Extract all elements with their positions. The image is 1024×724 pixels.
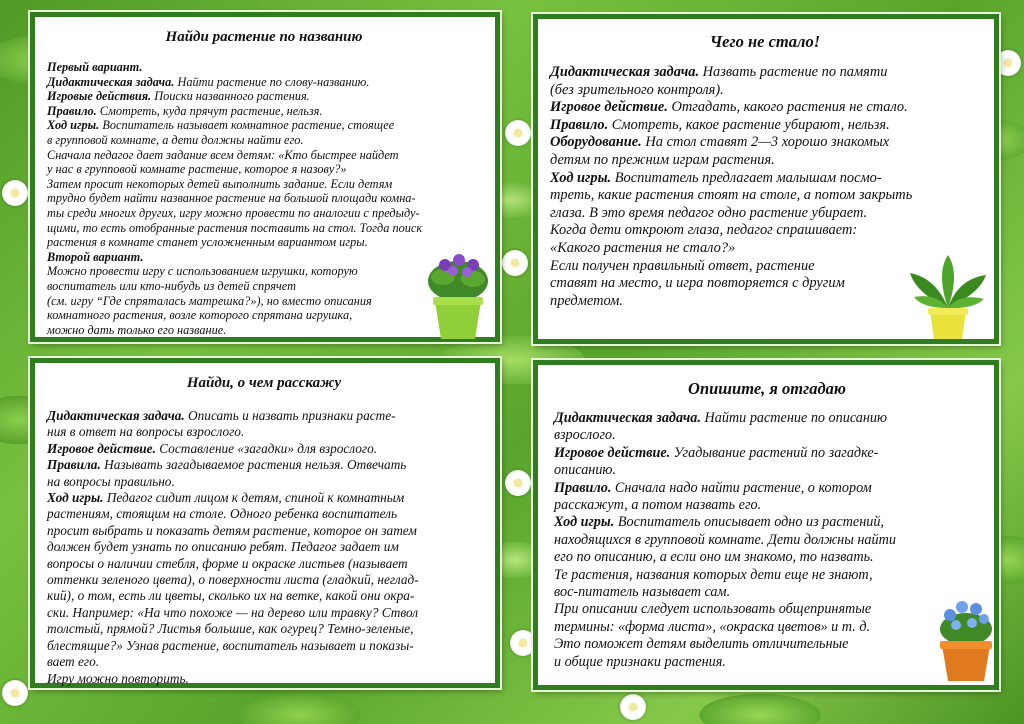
line-label: Правила. [47,457,101,473]
line-text: (см. игру “Где спряталась матрешка?»), но вместо описания [47,293,372,308]
text-line [47,279,481,294]
text-line [47,424,481,440]
blue-flower-plant-icon [934,597,998,683]
text-line [47,490,481,506]
line-text: и общие признаки растения. [554,653,726,670]
line-label: Ход игры. [47,118,100,133]
text-line [47,408,481,424]
text-line [47,671,481,687]
line-text: ставят на место, и игра повторяется с другим [550,275,845,292]
line-label: Игровое действие. [47,440,156,456]
line-text: глаза. В это время педагог одно растение убирает. [550,204,868,221]
line-text: Поиски названного растения. [151,89,310,104]
text-line [47,250,481,265]
line-label: Ход игры. [550,169,612,186]
line-text: Описать и назвать признаки расте- [184,408,396,423]
text-line [554,654,980,671]
text-line [47,148,481,163]
line-text: Найти растение по описанию [700,410,887,426]
line-label: Ход игры. [554,514,615,531]
line-text: описанию. [554,462,616,479]
violet-plant-icon [423,251,493,343]
line-text: в групповой комнате, а дети должны найти его. [47,132,304,147]
line-text: находящихся в групповой комнате. Дети должны найти [554,531,896,548]
text-line [554,514,980,531]
line-label: Правило. [47,103,97,118]
line-label: Дидактическая задача. [554,410,701,426]
line-text: вос-питатель называет сам. [554,584,731,601]
line-label: Оборудование. [550,134,642,151]
text-line [550,134,980,152]
line-label: Правило. [550,116,609,133]
text-line [47,206,481,221]
text-line [554,427,980,444]
text-line [554,619,980,636]
line-label: Дидактическая задача. [550,64,700,80]
text-line [550,82,980,100]
line-text: На стол ставят 2—3 хорошо знакомых [641,134,890,151]
jasmine-flower-icon [2,680,28,706]
text-line [47,457,481,473]
line-text: Составление «загадки» для взрослого. [155,440,378,456]
text-line [47,294,481,309]
green-plant-icon [906,253,990,343]
text-line [554,636,980,653]
line-text: Угадывание растений по загадке- [670,444,879,461]
text-line [47,572,481,588]
text-line [47,104,481,119]
text-line [47,60,481,75]
line-label: Игровое действие. [550,99,668,116]
line-text: Найти растение по слову-названию. [174,74,370,89]
line-text: растениям, стоящим на столе. Одного ребенка воспитатель [47,506,398,522]
text-line [550,170,980,188]
line-text: кий), о том, есть ли цветы, сколько их на ветке, какой они окра- [47,588,415,604]
line-text: ты среди многих других, игру можно провести по аналогии с предыду- [47,205,420,220]
line-text: Называть загадываемое растения нельзя. Отвечать [100,457,407,473]
line-text: комнатного растения, возле которого спрятана игрушка, [47,308,353,323]
line-text: Те растения, названия которых дети еще не знают, [554,566,873,583]
line-label: Первый вариант. [47,60,143,74]
line-label: Дидактическая задача. [47,74,175,89]
text-line [47,506,481,522]
line-text: вопросы о наличии стебля, форме и окраске листьев (называет [47,555,408,571]
text-line [554,584,980,601]
text-line [47,523,481,539]
line-text: растения в комнате станет усложненным вариантом игры. [47,235,368,250]
card-body [554,410,980,671]
text-line [550,64,980,82]
text-line [47,605,481,621]
text-line [554,445,980,462]
line-text: оттенки зеленого цвета), о поверхности листа (гладкий, неглад- [47,572,419,588]
line-text: Педагог сидит лицом к детям, спиной к комнатным [103,490,405,506]
line-label: Игровое действие. [554,444,671,461]
text-line [47,89,481,104]
text-line [550,99,980,117]
card-body [47,408,481,687]
line-text: ски. Например: «На что похоже — на дерево или травку? Ствол [47,604,419,620]
line-text: блестящие?» Узнав растение, воспитатель называет и показы- [47,637,414,653]
line-text: на вопросы правильно. [47,473,175,489]
text-line [47,75,481,90]
text-line [47,654,481,670]
game-card-describe-i-guess [533,360,999,690]
text-line [47,118,481,133]
line-text: детям по прежним играм растения. [550,151,775,168]
card-body [47,60,481,337]
jasmine-flower-icon [505,470,531,496]
text-line [47,133,481,148]
text-line [47,177,481,192]
line-text: просит выбрать и показать детям растение, которое он затем [47,522,417,538]
text-line [47,441,481,457]
text-line [554,410,980,427]
text-line [47,588,481,604]
game-card-find-what-i-describe [30,358,500,688]
line-text: Сначала педагог дает задание всем детям: «Кто быстрее найдет [47,147,399,162]
line-text: вает его. [47,654,100,670]
text-line [554,601,980,618]
line-text: Можно провести игру с использованием игрушки, которую [47,264,358,279]
text-line [47,556,481,572]
line-text: Отгадать, какого растения не стало. [667,99,908,116]
line-text: Затем просит некоторых детей выполнить задание. Если детям [47,176,393,191]
card-title: Опишите, я отгадаю [688,379,846,398]
line-text: термины: «форма листа», «окраска цветов» и т. д. [554,618,871,635]
text-line [554,567,980,584]
line-text: щими, то есть отобранные растения поставить на стол. Тогда поиск [47,220,423,235]
game-card-what-is-missing [533,14,999,344]
line-label: Дидактическая задача. [47,408,185,423]
line-text: Когда дети откроют глаза, педагог спрашивает: [550,222,858,239]
text-line [47,221,481,236]
text-line [47,474,481,490]
line-text: Это поможет детям выделить отличительные [554,636,849,653]
line-text: воспитатель или кто-нибудь из детей спрячет [47,278,296,293]
line-text: Игру можно повторить. [47,670,189,686]
text-line [47,621,481,637]
line-label: Ход игры. [47,490,104,506]
line-text: Воспитатель предлагает малышам посмо- [611,169,882,186]
line-text: трудно будет найти названное растение на большой площади комна- [47,191,416,206]
text-line [47,162,481,177]
line-text: расскажут, а потом назвать его. [554,497,762,514]
jasmine-flower-icon [2,180,28,206]
line-text: «Какого растения не стало?» [550,239,736,256]
line-text: (без зрительного контроля). [550,81,724,98]
text-line [554,480,980,497]
card-title: Найди, о чем расскажу [186,375,342,391]
line-text: должен будет узнать по описанию ребят. Педагог задает им [47,539,399,555]
line-text: Воспитатель называет комнатное растение, стоящее [99,118,395,133]
text-line [554,549,980,566]
line-text: Назвать растение по памяти [699,64,888,80]
line-text: ния в ответ на вопросы взрослого. [47,424,245,440]
text-line [550,187,980,205]
card-title: Чего не стало! [709,32,821,51]
text-line [47,264,481,279]
line-label: Игровые действия. [47,89,152,104]
text-line [550,152,980,170]
text-line [554,532,980,549]
line-text: треть, какие растения стоят на столе, а потом закрыть [550,187,913,204]
text-line [47,323,481,338]
line-text: Смотреть, какое растение убирают, нельзя. [608,116,890,133]
text-line [550,205,980,223]
text-line [47,539,481,555]
line-text: толстый, прямой? Листья большие, как огурец? Темно-зеленые, [47,621,414,637]
card-title: Найди растение по названию [165,29,363,45]
line-label: Второй вариант. [47,249,144,264]
game-card-find-by-name [30,12,500,342]
line-text: Воспитатель описывает одно из растений, [614,514,884,531]
jasmine-flower-icon [502,250,528,276]
line-text: у нас в групповой комнате растение, которое я назову?» [47,162,347,177]
text-line [47,638,481,654]
line-text: Если получен правильный ответ, растение [550,257,815,274]
jasmine-flower-icon [620,694,646,720]
line-text: предметом. [550,292,623,309]
line-text: его по описанию, а если оно им знакомо, то назвать. [554,549,874,566]
text-line [550,117,980,135]
jasmine-flower-icon [505,120,531,146]
text-line [554,462,980,479]
text-line [554,497,980,514]
line-text: Смотреть, куда прячут растение, нельзя. [96,103,323,118]
line-text: взрослого. [554,427,616,444]
text-line [47,308,481,323]
text-line [550,222,980,240]
line-text: можно дать только его название. [47,322,227,337]
line-label: Правило. [554,479,612,496]
text-line [47,191,481,206]
text-line [47,235,481,250]
line-text: При описании следует использовать общепринятые [554,601,872,618]
line-text: Сначала надо найти растение, о котором [611,479,872,496]
